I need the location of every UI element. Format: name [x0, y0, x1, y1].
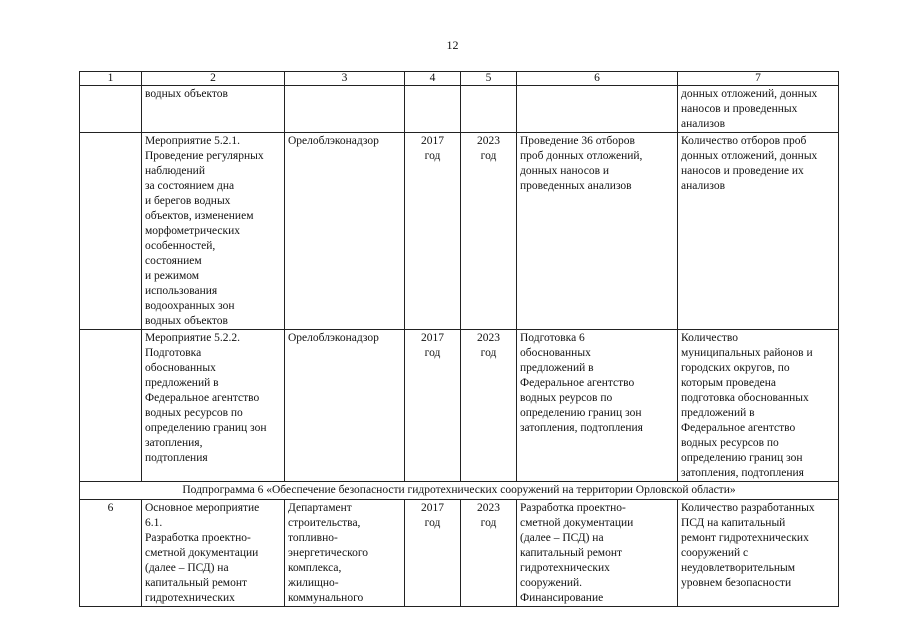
result-cell: Подготовка 6 обоснованных предложений в Федеральное агентство водных реурсов по определению границ зон затопления, подтопления [517, 330, 678, 482]
measure-cell: Основное мероприятие 6.1. Разработка проектно- сметной документации (далее – ПСД) на капитальный ремонт гидротехнических [142, 500, 285, 607]
result-cell: Разработка проектно- сметной документации (далее – ПСД) на капитальный ремонт гидротехнических сооружений. Финансирование [517, 500, 678, 607]
executor-cell [285, 86, 405, 133]
indicator-cell: донных отложений, донных наносов и проведенных анализов [678, 86, 839, 133]
start-year-cell: 2017 год [405, 133, 461, 330]
table-row [80, 133, 839, 330]
row-number-cell: 6 [80, 500, 142, 607]
end-year-cell: 2023 год [461, 500, 517, 607]
executor-cell: Департамент строительства, топливно- энергетического комплекса, жилищно- коммунального [285, 500, 405, 607]
executor-cell: Орелоблэконадзор [285, 330, 405, 482]
row-number-cell [80, 133, 142, 330]
table-row [80, 330, 839, 482]
result-cell [517, 86, 678, 133]
header-cell: 5 [461, 72, 517, 86]
indicator-cell: Количество муниципальных районов и городских округов, по которым проведена подготовка обоснованных предложений в Федеральное агентство водных ресурсов по определению границ зон затопления, подтопления [678, 330, 839, 482]
header-cell: 6 [517, 72, 678, 86]
measures-table [79, 71, 839, 607]
indicator-cell: Количество отборов проб донных отложений, донных наносов и проведение их анализов [678, 133, 839, 330]
table-row [80, 86, 839, 133]
row-number-cell [80, 86, 142, 133]
header-cell: 4 [405, 72, 461, 86]
page-number: 12 [446, 38, 459, 52]
result-cell: Проведение 36 отборов проб донных отложений, донных наносов и проведенных анализов [517, 133, 678, 330]
end-year-cell [461, 86, 517, 133]
end-year-cell: 2023 год [461, 133, 517, 330]
subprogram-title: Подпрограмма 6 «Обеспечение безопасности гидротехнических сооружений на территории Орловской области» [80, 482, 839, 500]
executor-cell: Орелоблэконадзор [285, 133, 405, 330]
measure-cell: водных объектов [142, 86, 285, 133]
column-number-row [80, 72, 839, 86]
table-row [80, 500, 839, 607]
start-year-cell: 2017 год [405, 500, 461, 607]
header-cell: 3 [285, 72, 405, 86]
row-number-cell [80, 330, 142, 482]
header-cell: 1 [80, 72, 142, 86]
header-cell: 7 [678, 72, 839, 86]
start-year-cell: 2017 год [405, 330, 461, 482]
end-year-cell: 2023 год [461, 330, 517, 482]
indicator-cell: Количество разработанных ПСД на капитальный ремонт гидротехнических сооружений с неудовлетворительным уровнем безопасности [678, 500, 839, 607]
header-cell: 2 [142, 72, 285, 86]
measure-cell: Мероприятие 5.2.2. Подготовка обоснованных предложений в Федеральное агентство водных ресурсов по определению границ зон затопления, подтопления [142, 330, 285, 482]
subprogram-row [80, 482, 839, 500]
start-year-cell [405, 86, 461, 133]
measure-cell: Мероприятие 5.2.1. Проведение регулярных наблюдений за состоянием дна и берегов водных объектов, изменением морфометрических особенностей, состоянием и режимом использования водоохранных зон водных объектов [142, 133, 285, 330]
